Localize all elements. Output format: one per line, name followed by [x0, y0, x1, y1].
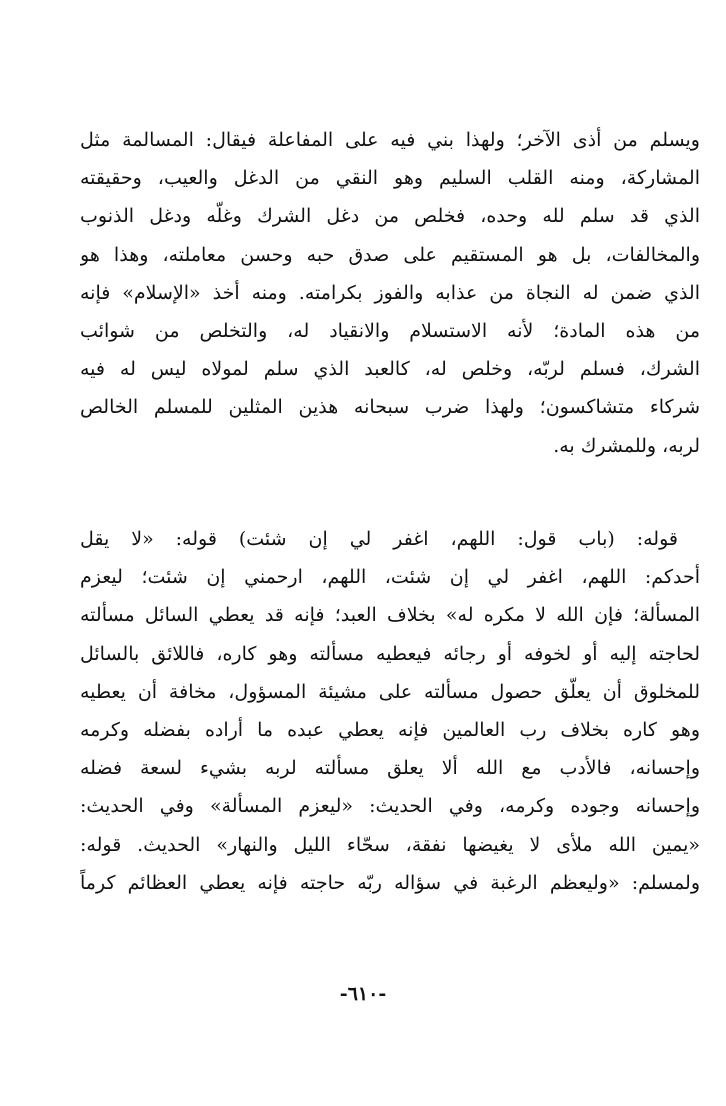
text-line: المشاركة، ومنه القلب السليم وهو النقي من الدغل والعيب، وحقيقته — [80, 167, 700, 190]
text-line: وهو كاره بخلاف رب العالمين فإنه يعطي عبده ما أراده بفضله وكرمه — [80, 718, 700, 741]
text-line: شركاء متشاكسون؛ ولهذا ضرب سبحانه هذين المثلين للمسلم الخالص — [80, 396, 700, 419]
text-line: أحدكم: اللهم، اغفر لي إن شئت، اللهم، ارحمني إن شئت؛ ليعزم — [80, 566, 700, 589]
text-line: والمخالفات، بل هو المستقيم على صدق حبه وحسن معاملته، وهذا هو — [80, 243, 700, 266]
text-line: «يمين الله ملأى لا يغيضها نفقة، سحّاء الليل والنهار» الحديث. قوله: — [80, 833, 700, 856]
text-line: ولمسلم: «وليعظم الرغبة في سؤاله ربّه حاجته فإنه يعطي العظائم كرماً — [80, 871, 700, 894]
text-line: من هذه المادة؛ لأنه الاستسلام والانقياد له، والتخلص من شوائب — [80, 319, 700, 342]
text-line: المسألة؛ فإن الله لا مكره له» بخلاف العبد؛ فإنه قد يعطي السائل مسألته — [80, 604, 700, 627]
text-line: للمخلوق أن يعلّق حصول مسألته على مشيئة المسؤول، مخافة أن يعطيه — [80, 680, 700, 703]
text-line: لحاجته إليه أو لخوفه أو رجائه فيعطيه مسألته وهو كاره، فاللائق بالسائل — [80, 642, 700, 665]
text-line: ويسلم من أذى الآخر؛ ولهذا بني فيه على المفاعلة فيقال: المسالمة مثل — [80, 129, 700, 151]
page-number: -٦١٠- — [339, 983, 387, 1005]
text-line: الذي قد سلم لله وحده، فخلص من دغل الشرك وغلّه ودغل الذنوب — [80, 205, 700, 228]
paragraph-1 — [80, 121, 700, 465]
text-line: الشرك، فسلم لربّه، وخلص له، كالعبد الذي سلم لمولاه ليس له فيه — [80, 358, 700, 381]
text-line: وإحسانه، فالأدب مع الله ألا يعلق مسألته لربه بشيء لسعة فضله — [80, 757, 700, 780]
text-line: وإحسانه وجوده وكرمه، وفي الحديث: «ليعزم المسألة» وفي الحديث: — [80, 795, 700, 818]
text-line: قوله: (باب قول: اللهم، اغفر لي إن شئت) قوله: «لا يقل — [80, 528, 678, 550]
paragraph-2 — [80, 520, 700, 902]
text-line: لربه، وللمشرك به. — [553, 434, 700, 457]
text-line: الذي ضمن له النجاة من عذابه والفوز بكرامته. ومنه أخذ «الإسلام» فإنه — [80, 281, 700, 304]
